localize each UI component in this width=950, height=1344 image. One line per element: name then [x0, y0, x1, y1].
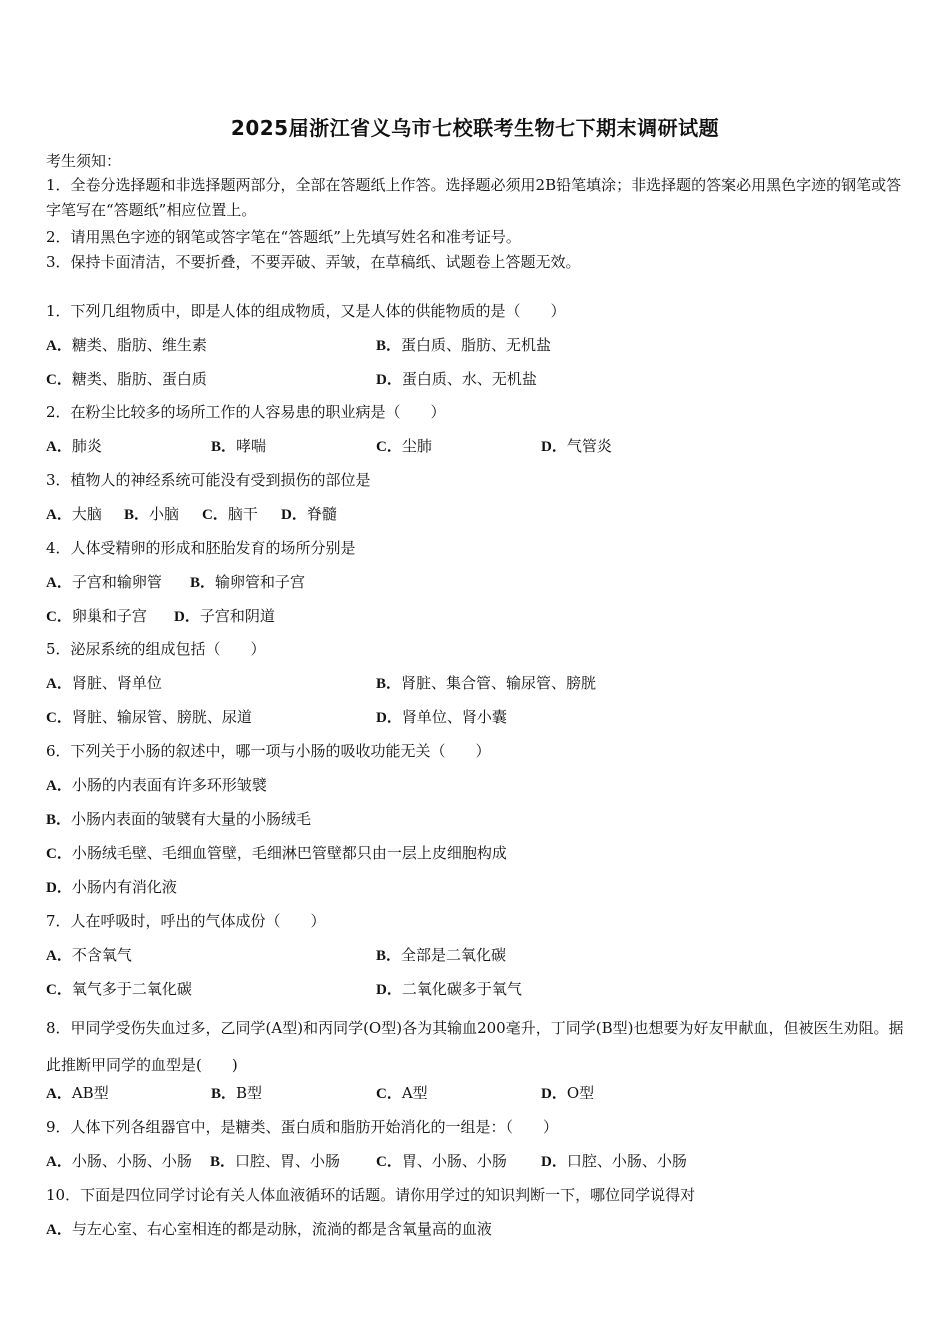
notice-item: 1．全卷分选择题和非选择题两部分，全部在答题纸上作答。选择题必须用2B铅笔填涂；非选择题的答案必用黑色字迹的钢笔或答字笔写在“答题纸”相应位置上。: [46, 176, 902, 219]
option-b: B．输卵管和子宫: [190, 573, 306, 591]
option-b: B．口腔、胃、小肠: [210, 1152, 341, 1170]
question-stem: 2．在粉尘比较多的场所工作的人容易患的职业病是（ ）: [46, 403, 446, 421]
option-a: A．糖类、脂肪、维生素: [46, 336, 207, 354]
notice-heading: 考生须知：: [46, 152, 122, 170]
question-stem: 5．泌尿系统的组成包括（ ）: [46, 640, 266, 658]
option-d: D．小肠内有消化液: [46, 878, 177, 896]
option-d: D．口腔、小肠、小肠: [541, 1152, 687, 1170]
option-a: A．AB型: [46, 1084, 109, 1102]
option-d: D．二氧化碳多于氧气: [376, 980, 522, 998]
option-a: A．小肠的内表面有许多环形皱襞: [46, 776, 267, 794]
option-c: C．糖类、脂肪、蛋白质: [46, 370, 207, 388]
option-b: B．小脑: [124, 505, 180, 523]
option-c: C．A型: [376, 1084, 428, 1102]
option-a: A．子宫和输卵管: [46, 573, 162, 591]
option-a: A．肾脏、肾单位: [46, 674, 162, 692]
question-stem: 4．人体受精卵的形成和胚胎发育的场所分别是: [46, 539, 356, 557]
question-stem: 6．下列关于小肠的叙述中，哪一项与小肠的吸收功能无关（ ）: [46, 742, 491, 760]
option-d: D．O型: [541, 1084, 595, 1102]
question-stem: 10．下面是四位同学讨论有关人体血液循环的话题。请你用学过的知识判断一下，哪位同学说得对: [46, 1186, 696, 1204]
option-c: C．胃、小肠、小肠: [376, 1152, 507, 1170]
option-d: D．子宫和阴道: [174, 607, 275, 625]
question-stem: 3．植物人的神经系统可能没有受到损伤的部位是: [46, 471, 371, 489]
option-c: C．肾脏、输尿管、膀胱、尿道: [46, 708, 252, 726]
question-stem: 9．人体下列各组器官中，是糖类、蛋白质和脂肪开始消化的一组是：（ ）: [46, 1118, 559, 1136]
option-b: B．小肠内表面的皱襞有大量的小肠绒毛: [46, 810, 312, 828]
option-b: B．全部是二氧化碳: [376, 946, 507, 964]
option-c: C．小肠绒毛壁、毛细血管壁，毛细淋巴管壁都只由一层上皮细胞构成: [46, 844, 507, 862]
option-d: D．蛋白质、水、无机盐: [376, 370, 537, 388]
page-title: 2025届浙江省义乌市七校联考生物七下期末调研试题: [230, 116, 720, 140]
option-b: B．哮喘: [211, 437, 267, 455]
option-a: A．大脑: [46, 505, 102, 523]
option-a: A．小肠、小肠、小肠: [46, 1152, 192, 1170]
option-d: D．脊髓: [281, 505, 337, 523]
question-stem: 1．下列几组物质中，即是人体的组成物质，又是人体的供能物质的是（ ）: [46, 302, 566, 320]
option-c: C．氧气多于二氧化碳: [46, 980, 192, 998]
option-d: D．气管炎: [541, 437, 612, 455]
question-stem: 8．甲同学受伤失血过多，乙同学(A型)和丙同学(O型)各为其输血200毫升，丁同学(B型)也想要为好友甲献血，但被医生劝阻。据此推断甲同学的血型是( ): [46, 1019, 904, 1074]
option-c: C．尘肺: [376, 437, 432, 455]
option-b: B．B型: [211, 1084, 263, 1102]
option-a: A．不含氧气: [46, 946, 132, 964]
option-b: B．肾脏、集合管、输尿管、膀胱: [376, 674, 597, 692]
notice-item: 2．请用黑色字迹的钢笔或答字笔在“答题纸”上先填写姓名和准考证号。: [46, 228, 521, 246]
option-c: C．卵巢和子宫: [46, 607, 147, 625]
notice-item: 3．保持卡面清洁，不要折叠，不要弄破、弄皱，在草稿纸、试题卷上答题无效。: [46, 253, 581, 271]
option-d: D．肾单位、肾小囊: [376, 708, 507, 726]
question-stem: 7．人在呼吸时，呼出的气体成份（ ）: [46, 912, 326, 930]
option-c: C．脑干: [202, 505, 258, 523]
option-a: A．肺炎: [46, 437, 102, 455]
option-b: B．蛋白质、脂肪、无机盐: [376, 336, 552, 354]
option-a: A．与左心室、右心室相连的都是动脉，流淌的都是含氧量高的血液: [46, 1220, 492, 1238]
